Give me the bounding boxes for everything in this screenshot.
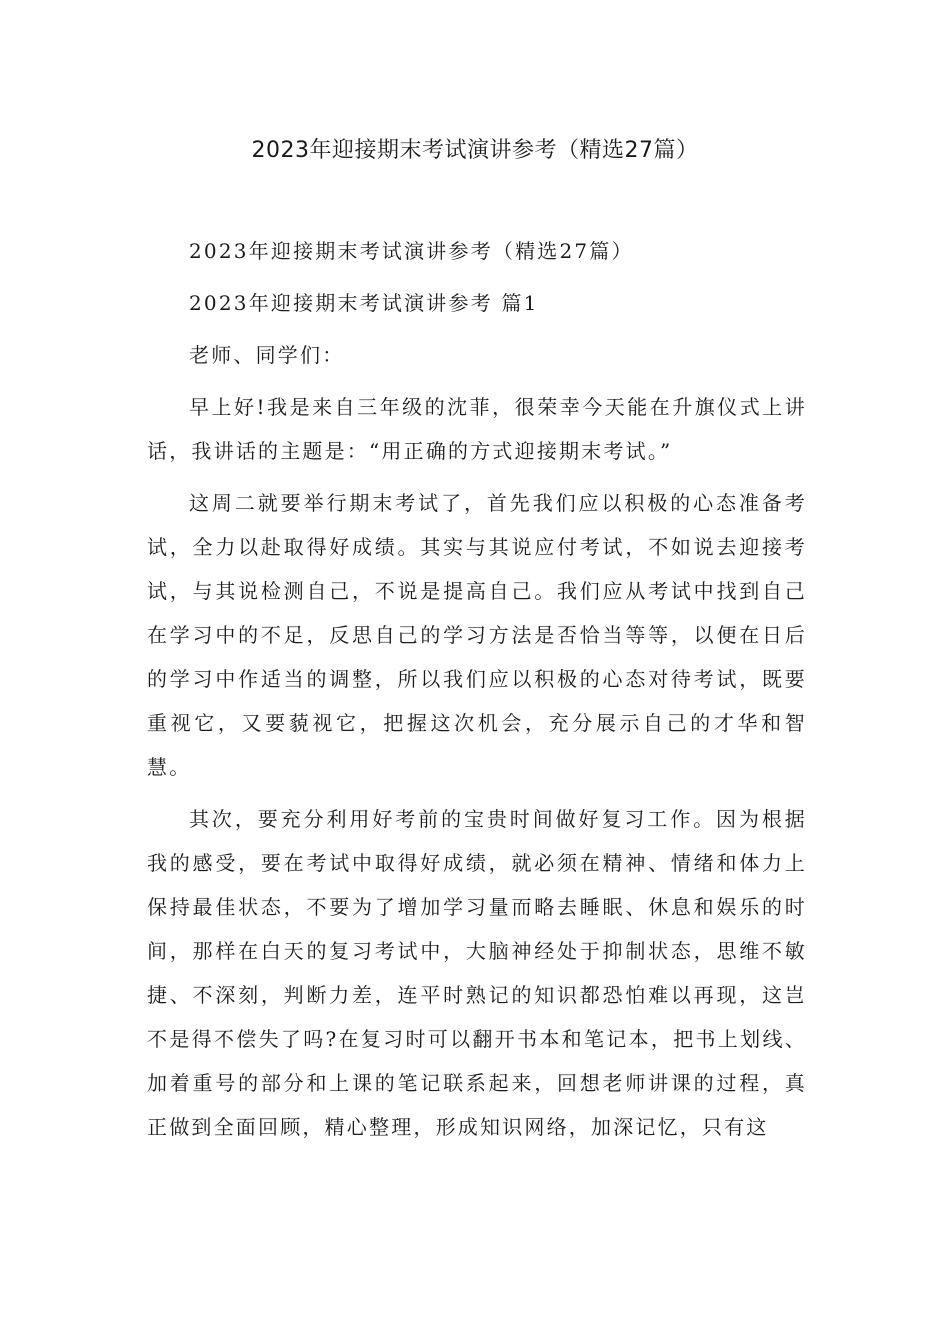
paragraph: 2023年迎接期末考试演讲参考（精选27篇） bbox=[189, 239, 634, 263]
paragraph: 老师、同学们： bbox=[189, 343, 345, 367]
document-title: 2023年迎接期末考试演讲参考（精选27篇） bbox=[251, 138, 699, 163]
paragraph: 早上好!我是来自三年级的沈菲，很荣幸今天能在升旗仪式上讲话，我讲话的主题是：“用正确的方式迎接期末考试。” bbox=[147, 395, 807, 463]
paragraph: 2023年迎接期末考试演讲参考 篇1 bbox=[189, 291, 539, 315]
paragraph: 其次，要充分利用好考前的宝贵时间做好复习工作。因为根据我的感受，要在考试中取得好成绩，就必须在精神、情绪和体力上保持最佳状态，不要为了增加学习量而略去睡眠、休息和娱乐的时间，那样在白天的复习考试中，大脑神经处于抑制状态，思维不敏捷、不深刻，判断力差，连平时熟记的知识都恐怕难以再现，这岂不是得不偿失了吗?在复习时可以翻开书本和笔记本，把书上划线、加着重号的部分和上课的笔记联系起来，回想老师讲课的过程，真正做到全面回顾，精心整理，形成知识网络，加深记忆，只有这 bbox=[147, 807, 807, 1139]
paragraph: 这周二就要举行期末考试了，首先我们应以积极的心态准备考试，全力以赴取得好成绩。其实与其说应付考试，不如说去迎接考试，与其说检测自己，不说是提高自己。我们应从考试中找到自己在学习中的不足，反思自己的学习方法是否恰当等等，以便在日后的学习中作适当的调整，所以我们应以积极的心态对待考试，既要重视它，又要藐视它，把握这次机会，充分展示自己的才华和智慧。 bbox=[147, 491, 807, 779]
document-body bbox=[147, 229, 807, 1157]
